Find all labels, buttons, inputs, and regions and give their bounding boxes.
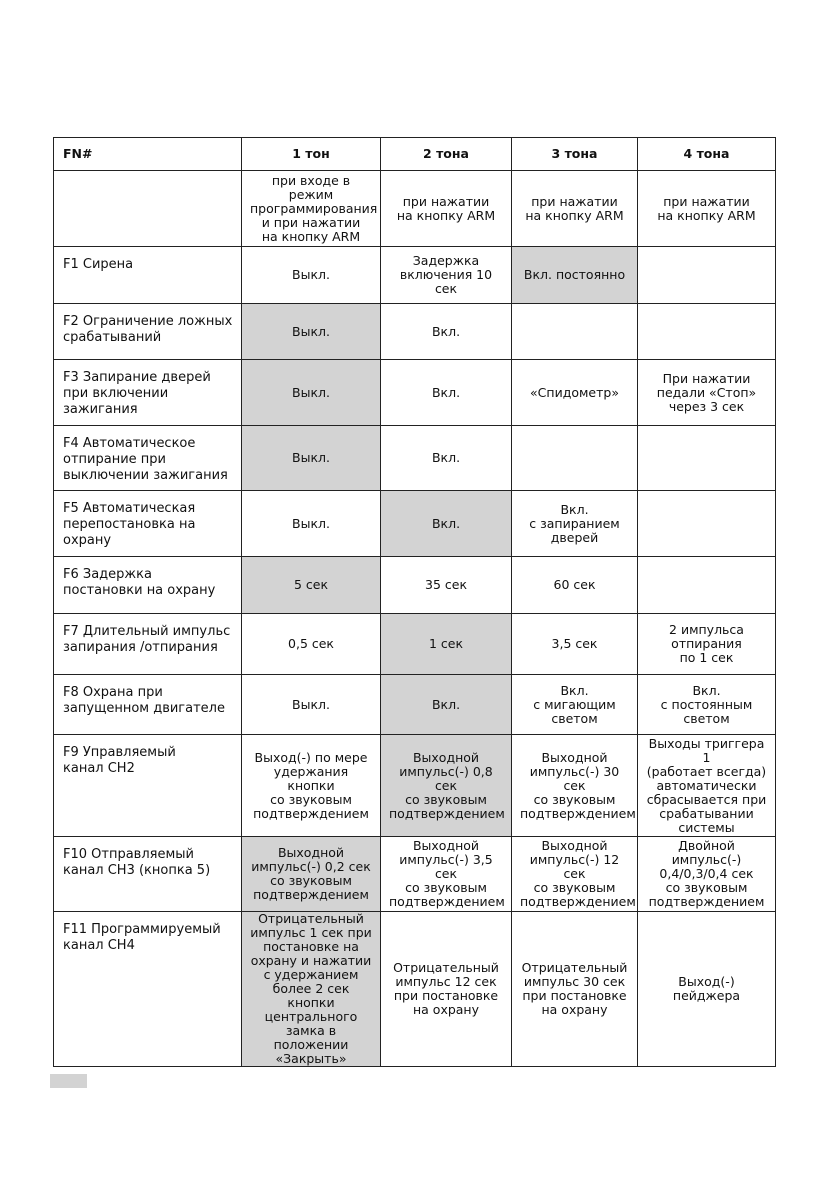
function-label: F5 Автоматическая перепостановка на охрану: [54, 491, 242, 557]
table-cell: Вкл.: [381, 360, 512, 426]
table-cell-default: Выкл.: [242, 360, 381, 426]
table-cell: [512, 304, 638, 360]
table-cell: [638, 247, 776, 304]
function-label: F6 Задержка постановки на охрану: [54, 557, 242, 614]
table-cell: Выходы триггера 1 (работает всегда) автоматически сбрасывается при срабатывании системы: [638, 735, 776, 837]
table-cell: [638, 491, 776, 557]
table-cell: при нажатии на кнопку ARM: [381, 171, 512, 247]
table-cell: [638, 426, 776, 491]
header-tone-4: 4 тона: [638, 138, 776, 171]
table-cell-default: 5 сек: [242, 557, 381, 614]
table-cell: Отрицательный импульс 30 сек при постановке на охрану: [512, 912, 638, 1067]
table-cell: 35 сек: [381, 557, 512, 614]
table-cell: Задержка включения 10 сек: [381, 247, 512, 304]
function-label: F2 Ограничение ложных срабатываний: [54, 304, 242, 360]
table-row: [54, 171, 776, 247]
table-cell-default: Выходной импульс(-) 0,2 сек со звуковым подтверждением: [242, 837, 381, 912]
table-row: [54, 304, 776, 360]
table-row: [54, 247, 776, 304]
table-row: [54, 491, 776, 557]
table-row: [54, 360, 776, 426]
table-row: [54, 735, 776, 837]
table-cell: Выход(-) по мере удержания кнопки со звуковым подтверждением: [242, 735, 381, 837]
function-label: F9 Управляемый канал CH2: [54, 735, 242, 837]
table-row: [54, 614, 776, 675]
table-cell: при нажатии на кнопку ARM: [512, 171, 638, 247]
table-row: [54, 837, 776, 912]
function-label: F4 Автоматическое отпирание при выключении зажигания: [54, 426, 242, 491]
table-cell: Выходной импульс(-) 30 сек со звуковым подтверждением: [512, 735, 638, 837]
table-cell-default: Выкл.: [242, 426, 381, 491]
table-cell: [638, 304, 776, 360]
table-cell: Отрицательный импульс 12 сек при постановке на охрану: [381, 912, 512, 1067]
table-cell: «Спидометр»: [512, 360, 638, 426]
table-row: [54, 557, 776, 614]
table-cell: при нажатии на кнопку ARM: [638, 171, 776, 247]
table-cell: Выходной импульс(-) 12 сек со звуковым подтверждением: [512, 837, 638, 912]
table-cell: [512, 426, 638, 491]
table-cell: Вкл. с мигающим светом: [512, 675, 638, 735]
table-header-row: [54, 138, 776, 171]
table-cell-default: Вкл. постоянно: [512, 247, 638, 304]
table-cell: 0,5 сек: [242, 614, 381, 675]
table-cell: Двойной импульс(-) 0,4/0,3/0,4 сек со звуковым подтверждением: [638, 837, 776, 912]
header-fn: FN#: [54, 138, 242, 171]
table-cell-default: Вкл.: [381, 675, 512, 735]
table-cell: Выкл.: [242, 491, 381, 557]
function-label: F11 Программируемый канал CH4: [54, 912, 242, 1067]
table-cell: 60 сек: [512, 557, 638, 614]
table-cell: Вкл. с запиранием дверей: [512, 491, 638, 557]
table-row: [54, 675, 776, 735]
header-tone-1: 1 тон: [242, 138, 381, 171]
table-cell: Выкл.: [242, 675, 381, 735]
table-cell: при входе в режим программирования и при нажатии на кнопку ARM: [242, 171, 381, 247]
table-cell: [638, 557, 776, 614]
header-tone-2: 2 тона: [381, 138, 512, 171]
table-cell: Вкл.: [381, 426, 512, 491]
table-cell: 3,5 сек: [512, 614, 638, 675]
table-cell-default: Выкл.: [242, 304, 381, 360]
table-cell: Выход(-) пейджера: [638, 912, 776, 1067]
table-cell-default: 1 сек: [381, 614, 512, 675]
function-table: [53, 137, 776, 1067]
function-label: F3 Запирание дверей при включении зажигания: [54, 360, 242, 426]
table-cell: Выходной импульс(-) 3,5 сек со звуковым подтверждением: [381, 837, 512, 912]
table-row: [54, 426, 776, 491]
function-label: [54, 171, 242, 247]
function-label: F10 Отправляемый канал CH3 (кнопка 5): [54, 837, 242, 912]
table-cell: Выкл.: [242, 247, 381, 304]
function-label: F7 Длительный импульс запирания /отпирания: [54, 614, 242, 675]
function-label: F1 Сирена: [54, 247, 242, 304]
table-cell-default: Выходной импульс(-) 0,8 сек со звуковым подтверждением: [381, 735, 512, 837]
function-label: F8 Охрана при запущенном двигателе: [54, 675, 242, 735]
table-cell: 2 импульса отпирания по 1 сек: [638, 614, 776, 675]
table-row: [54, 912, 776, 1067]
default-value-legend-swatch: [50, 1074, 87, 1088]
table-cell-default: Вкл.: [381, 491, 512, 557]
table-cell: Вкл.: [381, 304, 512, 360]
header-tone-3: 3 тона: [512, 138, 638, 171]
table-cell-default: Отрицательный импульс 1 сек при постановке на охрану и нажатии с удержанием более 2 сек кнопки центрального замка в положении «Закрыть»: [242, 912, 381, 1067]
table-cell: При нажатии педали «Стоп» через 3 сек: [638, 360, 776, 426]
table-cell: Вкл. с постоянным светом: [638, 675, 776, 735]
